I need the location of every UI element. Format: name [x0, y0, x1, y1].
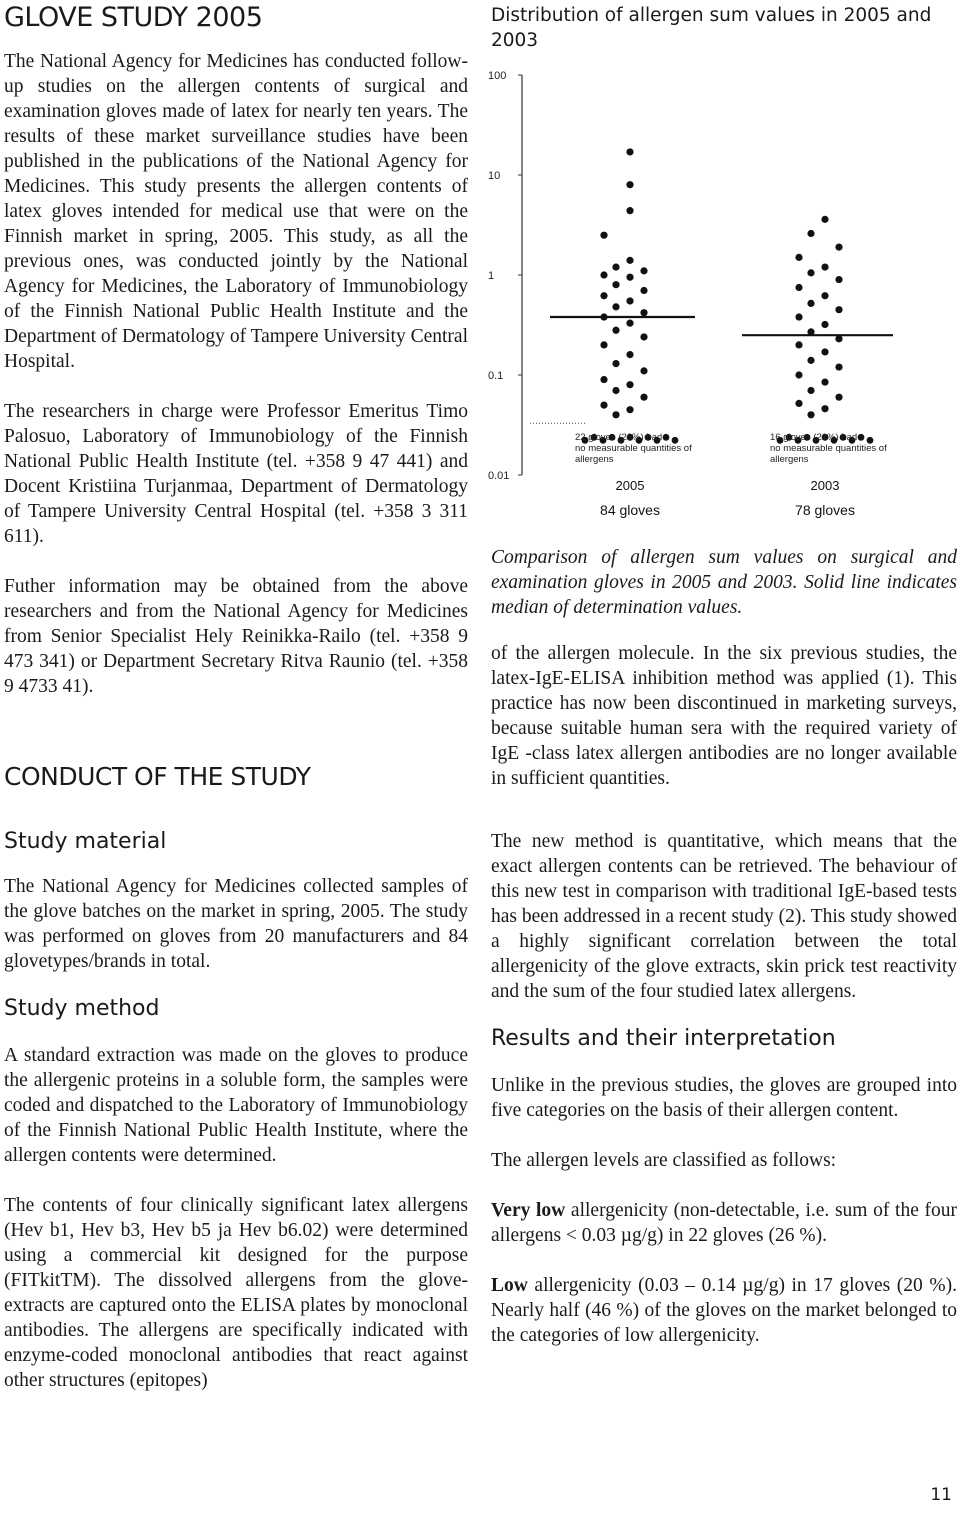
figure-caption: Comparison of allergen sum values on surgical and examination gloves in 2005 and 2003. Solid line indicates median of determination values.: [491, 547, 957, 618]
data-point-2005: [626, 351, 633, 358]
data-point-2003: [821, 348, 828, 355]
very-low-paragraph: [491, 1198, 957, 1248]
data-point-2003: [795, 254, 802, 261]
y-axis: [488, 70, 585, 482]
material-heading: Study material: [4, 829, 167, 854]
group-note-2003: no measurable quantities of: [770, 443, 887, 454]
chart-labels: [575, 432, 887, 518]
data-point-2005: [600, 402, 607, 409]
data-point-2005: [640, 309, 647, 316]
data-point-2003: [821, 405, 828, 412]
data-point-2005: [640, 367, 647, 374]
material-paragraph: The National Agency for Medicines collected samples of the glove batches on the market in spring, 2005. The study was performed on gloves from 20 manufacturers and 84 glovetypes/brands in total.: [4, 876, 468, 972]
data-point-2003: [821, 216, 828, 223]
data-point-2005: [640, 267, 647, 274]
data-point-2003: [795, 371, 802, 378]
data-point-2003: [807, 387, 814, 394]
data-point-2003: [807, 230, 814, 237]
data-point-2005: [640, 333, 647, 340]
method-continuation-paragraph: of the allergen molecule. In the six previous studies, the latex-IgE-ELISA inhibition method was applied (1). This practice has now been discontinued in marketing surveys, because suitable human sera with the required variety of IgE -class latex allergen antibodies are no longer available in sufficient quantities.: [491, 643, 957, 789]
levels-intro-paragraph: The allergen levels are classified as follows:: [491, 1150, 837, 1171]
group-note-2005: 22 gloves (26%) had: [575, 432, 663, 443]
data-point-2005: [626, 274, 633, 281]
data-point-2005: [612, 411, 619, 418]
data-point-2005: [626, 381, 633, 388]
data-point-2005: [612, 263, 619, 270]
data-point-2003: [807, 357, 814, 364]
figure-title: Distribution of allergen sum values in 2005 and 2003: [491, 5, 932, 51]
y-tick-label: 10: [488, 170, 501, 182]
article-title: GLOVE STUDY 2005: [4, 2, 263, 33]
y-tick-label: 100: [488, 70, 507, 82]
data-point-2005: [626, 320, 633, 327]
group-year-label: 2005: [615, 478, 645, 493]
nd-point-2003: [858, 434, 865, 441]
chart-marks: [550, 148, 893, 443]
data-point-2005: [600, 232, 607, 239]
data-point-2003: [835, 363, 842, 370]
data-point-2005: [612, 281, 619, 288]
group-note-2005: no measurable quantities of: [575, 443, 692, 454]
data-point-2005: [626, 297, 633, 304]
data-point-2005: [626, 406, 633, 413]
data-point-2005: [612, 387, 619, 394]
group-year-label: 2003: [810, 478, 840, 493]
data-point-2005: [600, 341, 607, 348]
allergen-distribution-chart: [480, 55, 900, 525]
y-tick-label: 1: [488, 270, 495, 282]
data-point-2003: [835, 276, 842, 283]
data-point-2003: [795, 313, 802, 320]
nd-point-2005: [663, 434, 670, 441]
data-point-2003: [835, 306, 842, 313]
data-point-2003: [807, 269, 814, 276]
data-point-2005: [626, 207, 633, 214]
data-point-2003: [821, 263, 828, 270]
method-paragraph-2: The contents of four clinically significant latex allergens (Hev b1, Hev b3, Hev b5 ja Hev b6.02) were determined using a commercial kit designed for the purpose (FITkitTM). The dissolved allergens from the glove-extracts are captured onto the ELISA plates by monoclonal antibodies. The allergens are specifically indicated with enzyme-coded monoclonal antibodies that react against other structures (epitopes): [4, 1195, 468, 1391]
low-text: allergenicity (0.03 – 0.14 µg/g) in 17 gloves (20 %). Nearly half (46 %) of the gloves on the market belonged to the categories of low allergenicity.: [491, 1275, 957, 1346]
group-note-2003: allergens: [770, 454, 809, 465]
quantitative-paragraph: The new method is quantitative, which means that the exact allergen contents can be retrieved. The behaviour of this new test in comparison with traditional IgE-based tests has been addressed in a recent study (2). This study showed a highly significant correlation between the total allergenicity of the glove extracts, skin prick test reactivity and the sum of the four studied latex allergens.: [491, 831, 957, 1002]
data-point-2003: [821, 321, 828, 328]
page-number: 11: [930, 1485, 952, 1505]
data-point-2005: [612, 303, 619, 310]
data-point-2005: [640, 394, 647, 401]
data-point-2005: [640, 287, 647, 294]
results-heading: Results and their interpretation: [491, 1026, 836, 1051]
data-point-2003: [795, 400, 802, 407]
data-point-2003: [795, 284, 802, 291]
group-count-label: 84 gloves: [600, 502, 660, 518]
intro-paragraph: The National Agency for Medicines has conducted follow-up studies on the allergen contents of surgical and examination gloves made of latex for nearly ten years. The results of these market surveillance studies have been published in the publications of the National Agency for Medicines. This study presents the allergen contents of latex gloves intended for medical use that were on the Finnish market in spring, 2005. This study, as all the previous ones, was conducted jointly by the National Agency for Medicines, the Laboratory of Immunobiology of the Finnish National Public Health Institute and the Department of Dermatology of Tampere University Central Hospital.: [4, 51, 468, 372]
y-tick-label: 0.1: [488, 370, 504, 382]
left-column: [4, 0, 468, 1393]
data-point-2005: [600, 292, 607, 299]
method-paragraph: A standard extraction was made on the gloves to produce the allergenic proteins in a soluble form, the samples were coded and dispatched to the Laboratory of Immunobiology of the Finnish National Public Health Institute, where the allergen contents were determined.: [4, 1045, 468, 1166]
conduct-heading: CONDUCT OF THE STUDY: [4, 762, 311, 791]
data-point-2003: [835, 244, 842, 251]
data-point-2003: [807, 411, 814, 418]
data-point-2003: [821, 378, 828, 385]
researchers-paragraph: The researchers in charge were Professor Emeritus Timo Palosuo, Laboratory of Immunobiology of the Finnish National Public Health Institute (tel. +358 9 47 441) and Docent Kristiina Turjanmaa, Department of Dermatology of Tampere University Central Hospital (tel. +358 3 311 611).: [4, 401, 468, 547]
group-note-2005: allergens: [575, 454, 614, 465]
very-low-text: allergenicity (non-detectable, i.e. sum of the four allergens < 0.03 µg/g) in 22 gloves (26 %).: [491, 1200, 957, 1246]
data-point-2003: [807, 300, 814, 307]
group-note-2003: 16 gloves (21%) had: [770, 432, 858, 443]
y-tick-label: 0.01: [488, 470, 510, 482]
very-low-label: Very low: [491, 1200, 566, 1221]
data-point-2005: [612, 360, 619, 367]
further-info-paragraph: Futher information may be obtained from the above researchers and from the National Agency for Medicines from Senior Specialist Hely Reinikka-Railo (tel. +358 9 473 341) or Department Secretary Ritva Raunio (tel. +358 9 4733 41).: [4, 576, 468, 697]
data-point-2003: [795, 341, 802, 348]
data-point-2005: [600, 271, 607, 278]
data-point-2003: [821, 292, 828, 299]
method-heading: Study method: [4, 996, 160, 1021]
grouping-paragraph: Unlike in the previous studies, the gloves are grouped into five categories on the basis of their allergen content.: [491, 1075, 957, 1121]
data-point-2005: [626, 257, 633, 264]
data-point-2003: [835, 335, 842, 342]
low-label: Low: [491, 1275, 528, 1296]
group-count-label: 78 gloves: [795, 502, 855, 518]
data-point-2005: [600, 376, 607, 383]
data-point-2005: [612, 327, 619, 334]
data-point-2005: [626, 181, 633, 188]
data-point-2003: [835, 394, 842, 401]
low-paragraph: [491, 1273, 957, 1348]
data-point-2005: [626, 148, 633, 155]
